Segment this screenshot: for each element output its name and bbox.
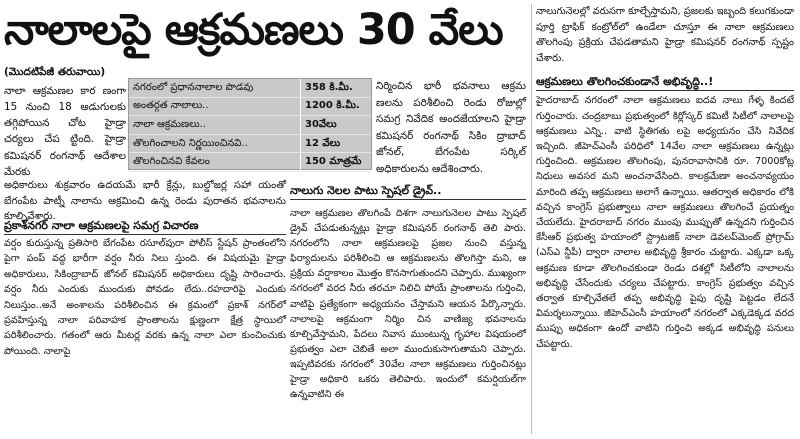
column-1-intro [4, 64, 126, 180]
fact-value: 12 వేలు [301, 134, 372, 153]
section-heading: ఆక్రమణలు తొలగించకుండానే అభివృద్ధి..! [536, 74, 794, 91]
paragraph: హైదరాబాద్ నగరంలో నాలా ఆక్రమణలు ఐదవ నాలు గేళ్ళ కిందటే గుర్తించారు. చంద్రబాబు ప్రభుత్వంలో కిర్లోస్కర్ కమిటీ సిటీలో నాలాలపై ఆక్రమణలు ఎన్ని.. వాటి స్థితిగతు లపై అధ్యయనం చేసి నివేదిక ఇచ్చింది. జీహెచ్ఎంసీ పరిధిలో 14వేల నాలా ఆక్రమణలు ఉన్నట్లు గుర్తించింది. ఆక్రమణల తొలగింపు, పునరావాసానికి రూ. 7000కోట్ల నిధులు అవసర మని అంచనావేసింది. కాలక్రమేణా అంచనావ్యయం మారింది తప్ప ఆక్రమణలు అలాగే ఉన్నాయి. ఆతర్వాత అధికారం లోకి వచ్చిన కాంగ్రెస్ ప్రభుత్వాలు నాలా ఆక్రమణలు తొలగించే ప్రయత్నం చేయలేదు. హైదరాబాద్ నగరం ముంపు ముప్పుతో ఉన్నదని గుర్తించిన కేసీఆర్ ప్రభుత్వ హయాంలో స్ట్రాటజిక్ నాలా డెవలప్‌మెంట్ ప్రోగ్రామ్ (ఎస్ఎ న్డీపీ) ద్వారా నాలాల అభివృద్ధి శ్రీకారం చుట్టారు. ఎక్కడా ఒక్క ఆక్రమణ కూడా తొలగించకుండా రెండు దశల్లో సిటీలోని నాలాలను అభివృద్ధి చేసేందుకు చర్యలు చేపట్టారు. కాంగ్రెస్ ప్రభుత్వం వచ్చిన తర్వాత కూల్చివేతలే తప్ప అభివృద్ధి పైపు దృష్టి పెట్టడం లేదనే విమర్శలున్నాయి. జీహెచ్ఎంసీ హయాంలో నగరంలో ఎక్కడెక్కడ వరద ముప్పు అధికంగా ఉందో వాటిని గుర్తించి అక్కడ అభివృద్ధి పనులు చేపట్టారు. [536, 95, 794, 350]
fact-row [129, 134, 371, 153]
paragraph: వర్షం కురుస్తున్న ప్రతిసారి బేగంపేట రసూల్‌పురా పోలీస్ స్టేషన్ ప్రాంతంలోని పైగా‌ పంప్ వద్ద భారీగా వర్షం నీరు నిలు స్తుంది. ఈ విషయమై హైడ్రా అధికారులు, సికింద్రాబాద్ జోనల్ కమిషనర్ అధికారులు దృష్టి సారించారు. వర్షం నీరు ఎందుకు ముందుకు పోవడం లేదు..రహదారిపై ఎందుకు నిలుస్తుం..అనే అంశాలను పరిశీలించిన ఈ క్రమంలో ప్రకాశ్ నగర్‌లో ప్రవహిస్తున్న నాలా పరివాహక ప్రాంతాలను క్షుణ్ణంగా క్షేత్ర స్థాయిలో పరిశీలించారు. గతంలో ఆరు మీటర్ల వరకు ఉన్న నాలా ఎలా కుంచించుకు పోయింది. నాలాపై [4, 238, 286, 357]
fact-table [129, 79, 371, 172]
fact-row [129, 79, 371, 97]
fact-label: నాలా ఆక్రమణలు.. [133, 118, 206, 130]
fact-value: 150 మాత్రమే [301, 153, 372, 172]
fact-box [128, 78, 372, 170]
column-3 [536, 4, 794, 352]
section-heading: నాలుగు నెలల పాటు స్పెషల్ డ్రైవ్.. [290, 183, 526, 200]
fact-row [129, 97, 371, 116]
paragraph: నాలా ఆక్రమణల తొలగింపే దిశగా నాలుగునెలల పాటు స్పెషల్ డ్రైవ్ చేపడుతున్నట్లు హైడ్రా కమిషనర్ రంగనాథ్ తెలి పారు. నగరంలోని నాలా ఆక్రమణలపై ప్రజల నుంచి వస్తున్న ఫిర్యాదులను పరిశీలించి ఆ ఆక్రమణలను తొలగిస్తా మని, ఆ ప్రక్రియ వర్షాకాలం మొత్తం కొనసాగుతుందని చెప్పారు. ముఖ్యంగా నగరంలో వరద నీరు తరచూ నిలిచి పోయే ప్రాంతాలను గుర్తించి, వాటిపై ప్రత్యేకంగా అధ్యయనం చేస్తామని ఆయన పేర్కొన్నారు. నాలాలపై ఆక్రమంగా నిర్మిం చిన వాణిజ్య భవనాలను కూల్చివేస్తామని, పేదలు నివాస ముంటున్న గృహాల విషయంలో ప్రభుత్వం ఎలా చెబితే అలా ముందుకుసాగుతామని చెప్పారు. ఇప్పటివరకు నగరంలో 30వేల నాలా ఆక్రమణలు గుర్తించినట్లు హైడ్రా అధికారి ఒకరు తెలిపారు. ఇందులో కమర్షియల్‌గా ఉన్నవాటిని ఈ [290, 208, 526, 401]
paragraph: నిర్మించిన భారీ భవనాలు ఆక్రమ ణలను పరిశీలించి రెండు రోజుల్లో సమగ్ర నివేదిక అందజేయాలని హైడ్రా కమిషనర్ రంగనాథ్ సికిం ద్రాబాద్ జోనల్, బేగంపేట సర్కిల్ అధికారులను ఆదేశించారు. [376, 80, 526, 175]
fact-label: నగరంలో ప్రధాననాలాల పొడవు [133, 81, 254, 93]
byline: (మొదటిపేజీ తరువాయి) [4, 66, 106, 78]
paragraph: అధికారులు శుక్రవారం ఉదయమే భారీ క్రేన్లు, బుల్డోజర్ల సహా యంతో బేగంపేట పాట్నీ నాలాను ఆక్రమించి ఉన్న రెండు పురాతన భవనాలను కూల్చివేశారు. [4, 180, 286, 223]
section-heading: ప్రకాశ్‌నగర్ నాలా ఆక్రమణలపై సమగ్ర విచారణ [4, 218, 286, 235]
fact-row [129, 116, 371, 135]
column-2-top [376, 78, 526, 178]
column-2-bottom [290, 206, 526, 402]
fact-label: అంతర్గత నాలాలు.. [133, 100, 209, 112]
subhead-special-drive [290, 179, 526, 202]
headline: నాలాలపై ఆక్రమణలు 30 వేలు [4, 5, 503, 55]
column-1-low [4, 236, 286, 359]
fact-value: 30వేలు [301, 116, 372, 135]
fact-value: 1200 కి.మీ. [301, 97, 372, 116]
paragraph: నాలుగునెలల్లో వరుసగా కూల్చేస్తామని, ప్రజలకు ఇబ్బంది కలుగకుండా పూర్తి ట్రాఫిక్ కంట్రోల్‌లో ఉండేలా చూస్తూ ఈ నాలా ఆక్రమణలు తొలగింపు ప్రక్రియ చేపడతామని హైడ్రా కమిషనర్ రంగనాథ్ స్పష్టం చేశారు. [536, 6, 794, 64]
column-divider [531, 4, 532, 434]
fact-label: తొలగించినవి కేవలం [133, 156, 210, 168]
fact-label: తొలగించాలని నిర్ణయించినవి.. [133, 137, 248, 149]
subhead-prakashnagar [4, 214, 286, 237]
fact-value: 358 కి.మీ. [301, 79, 372, 97]
intro-paragraph: నాలా ఆక్రమణల కార ణంగా 15 నుంచి 18 అడుగులకు తగ్గిపోయిన చోట హైడ్రా చర్యలు చేప ట్టింది. హైడ్రా కమిషనర్ రంగనాథ్ ఆదేశాల మేరకు [4, 84, 126, 179]
